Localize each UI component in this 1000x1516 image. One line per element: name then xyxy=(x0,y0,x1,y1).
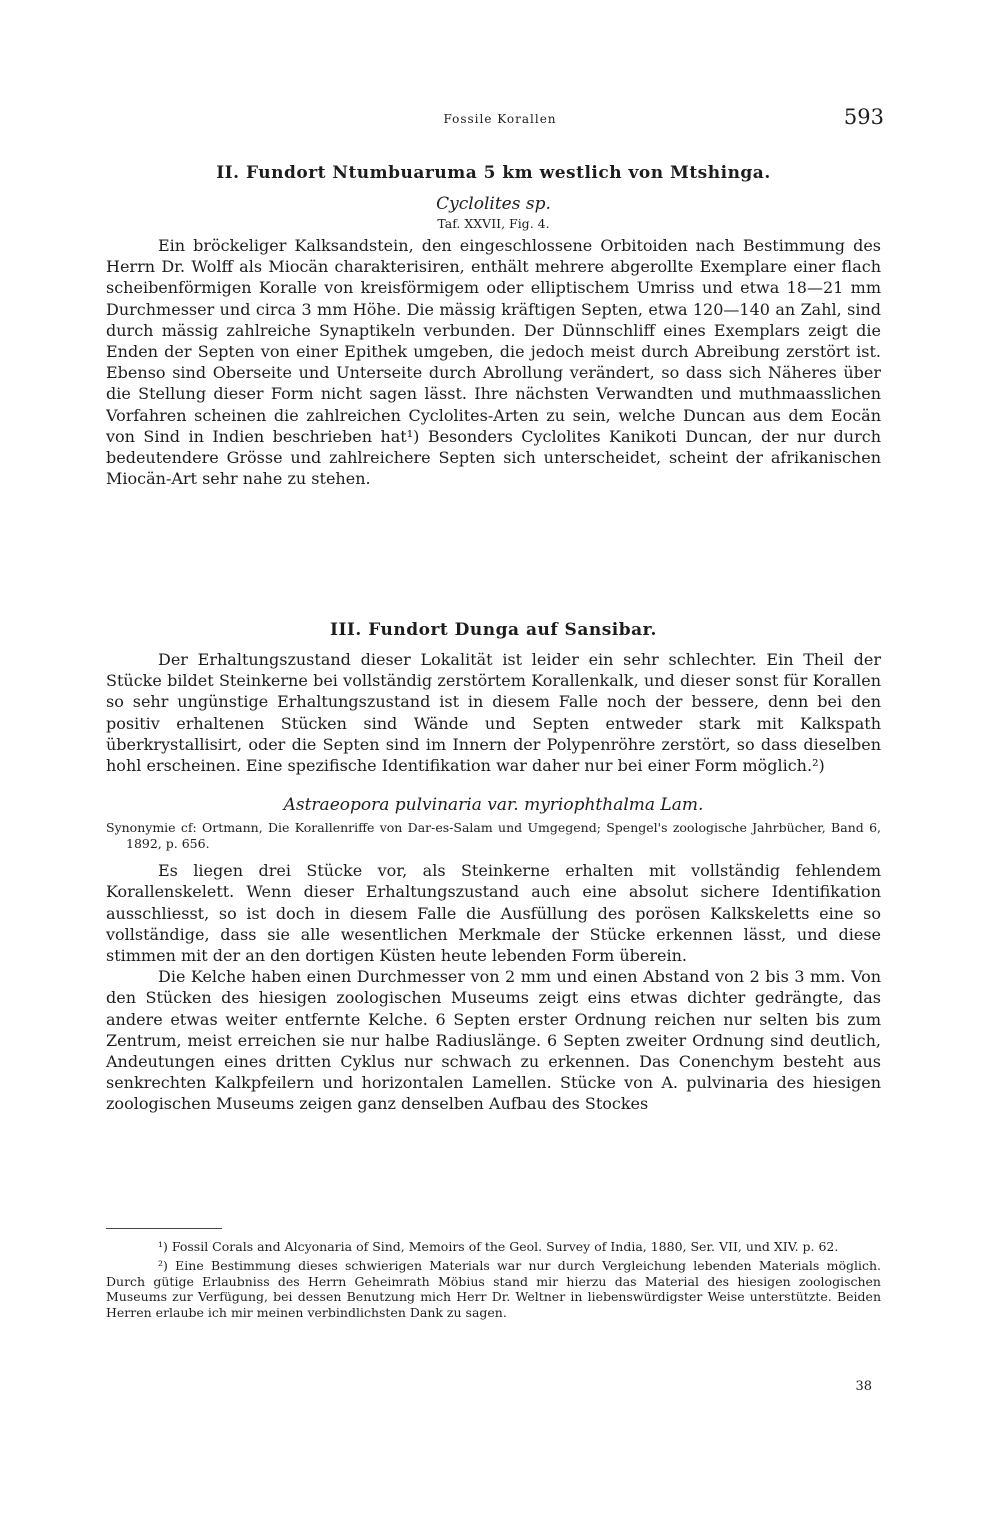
synonymy: Synonymie cf: Ortmann, Die Korallenriffe von Dar-es-Salam und Umgegend; Spengel's zoologische Jahrbücher, Band 6, 1892, p. 656. xyxy=(106,820,881,852)
page-number: 593 xyxy=(843,105,884,129)
running-head: Fossile Korallen xyxy=(443,112,557,126)
section-2-paragraph: Ein bröckeliger Kalksandstein, den eingeschlossene Orbitoiden nach Bestimmung des Herrn Dr. Wolff als Miocän charakterisiren, enthält mehrere abgerollte Exemplare einer flach scheibenförmigen Koralle von kreisförmigem oder elliptischem Umriss und etwa 18—21 mm Durchmesser und circa 3 mm Höhe. Die mässig kräftigen Septen, etwa 120—140 an Zahl, sind durch mässig zahlreiche Synaptikeln verbunden. Der Dünnschliff eines Exemplars zeigt die Enden der Septen von einer Epithek umgeben, die jedoch meist durch Abreibung zerstört ist. Ebenso sind Oberseite und Unterseite durch Abrollung verändert, so dass sich Näheres über die Stellung dieser Form nicht sagen lässt. Ihre nächsten Verwandten und muthmaasslichen Vorfahren scheinen die zahlreichen Cyclolites-Arten zu sein, welche Duncan aus dem Eocän von Sind in Indien beschrieben hat¹) Besonders Cyclolites Kanikoti Duncan, der nur durch bedeutendere Grösse und zahlreichere Septen sich unterscheidet, scheint der afrikanischen Miocän-Art sehr nahe zu stehen. xyxy=(106,236,881,489)
section-3-heading: III. Fundort Dunga auf Sansibar. xyxy=(330,620,657,640)
section-3-paragraph-3: Die Kelche haben einen Durchmesser von 2 mm und einen Abstand von 2 bis 3 mm. Von den Stücken des hiesigen zoologischen Museums zeigt eins etwas dichter gedrängte, das andere etwas weiter entfernte Kelche. 6 Septen erster Ordnung reichen nur selten bis zum Zentrum, meist erreichen sie nur halbe Radiuslänge. 6 Septen zweiter Ordnung sind deutlich, Andeutungen eines dritten Cyklus nur schwach zu erkennen. Das Conenchym besteht aus senkrechten Kalkpfeilern und horizontalen Lamellen. Stücke von A. pulvinaria des hiesigen zoologischen Museums zeigen ganz denselben Aufbau des Stockes xyxy=(106,967,881,1114)
signature-mark: 38 xyxy=(855,1379,872,1394)
footnote-1: ¹) Fossil Corals and Alcyonaria of Sind, Memoirs of the Geol. Survey of India, 1880, Ser. VII, und XIV. p. 62. xyxy=(158,1239,839,1254)
section-3-taxon: Astraeopora pulvinaria var. myriophthalma Lam. xyxy=(283,795,704,816)
section-3 xyxy=(106,620,881,1115)
footnote-rule xyxy=(106,1228,222,1229)
section-3-paragraph-2: Es liegen drei Stücke vor, als Steinkerne erhalten mit vollständig fehlendem Korallenskelett. Wenn dieser Erhaltungszustand auch eine absolut sichere Identifikation ausschliesst, so ist doch in diesem Falle die Ausfüllung des porösen Kalkskeletts eine so vollständige, dass sie alle wesentlichen Merkmale der Stücke erkennen lässt, und diese stimmen mit der an den dortigen Küsten heute lebenden Form überein. xyxy=(106,861,881,966)
section-2-taxon: Cyclolites sp. xyxy=(436,194,551,214)
section-2 xyxy=(106,163,881,489)
section-2-heading: II. Fundort Ntumbuaruma 5 km westlich von Mtshinga. xyxy=(216,163,771,183)
plate-reference: Taf. XXVII, Fig. 4. xyxy=(437,216,550,231)
footnote-2: ²) Eine Bestimmung dieses schwierigen Materials war nur durch Vergleichung lebenden Materials möglich. Durch gütige Erlaubniss des Herrn Geheimrath Möbius stand mir hierzu das Material des hiesigen zoologischen Museums zur Verfügung, bei dessen Benutzung mich Herr Dr. Weltner in liebenswürdigster Weise unterstützte. Beiden Herren erlaube ich mir meinen verbindlichsten Dank zu sagen. xyxy=(106,1257,881,1321)
footnotes xyxy=(106,1239,881,1321)
section-3-paragraph: Der Erhaltungszustand dieser Lokalität ist leider ein sehr schlechter. Ein Theil der Stücke bildet Steinkerne bei vollständig zerstörtem Korallenkalk, und dieser sonst für Korallen so sehr ungünstige Erhaltungszustand ist in diesem Falle noch der bessere, denn bei den positiv erhaltenen Stücken sind Wände und Septen entweder stark mit Kalkspath überkrystallisirt, oder die Septen sind im Innern der Polypenröhre zerstört, so dass dieselben hohl erscheinen. Eine spezifische Identifikation war daher nur bei einer Form möglich.²) xyxy=(106,650,881,776)
